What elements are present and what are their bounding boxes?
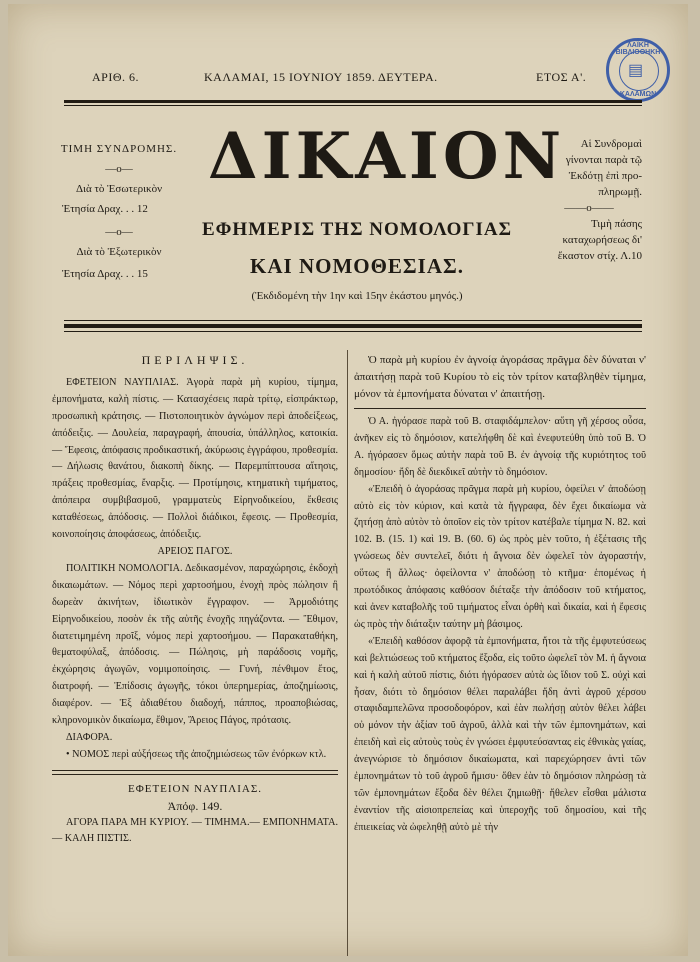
court-heading: ΕΦΕΤΕΙΟΝ ΝΑΥΠΛΙΑΣ.	[127, 782, 263, 795]
notice-line-7: ἔκαστον στίχ. Λ.10	[557, 250, 642, 262]
notice-line-6: καταχωρήσεως δι'	[562, 234, 642, 246]
book-icon: ▤	[628, 62, 644, 79]
foreign-label: Διὰ τὸ Ἐξωτερικὸν	[76, 246, 162, 258]
left-column	[52, 352, 338, 848]
domestic-price: Ἐτησία Δραχ. . . 12	[62, 203, 148, 215]
library-stamp	[606, 38, 670, 102]
separator: —o—	[105, 163, 133, 175]
decision-caption: ΑΓΟΡΑ ΠΑΡΑ ΜΗ ΚΥΡΙΟΥ. — ΤΙΜΗΜΑ.— ΕΜΠΟΝΗΜΑΤΑ.— ΚΑΛΗ ΠΙΣΤΙΣ.	[52, 816, 338, 845]
notice-line-4: πληρωμῇ.	[598, 186, 642, 198]
volume-year: ΕΤΟΣ Α'.	[536, 70, 587, 84]
header-rule-top	[64, 100, 642, 103]
masthead-subtitle-2: ΚΑΙ ΝΟΜΟΘΕΣΙΑΣ.	[250, 254, 464, 278]
place-date: ΚΑΛΑΜΑΙ, 15 ΙΟΥΝΙΟΥ 1859. ΔΕΥΤΕΡΑ.	[204, 70, 438, 84]
newspaper-page	[8, 4, 688, 956]
domestic-label: Διὰ τὸ Ἐσωτερικὸν	[75, 183, 163, 195]
stamp-text-top: ΛΑΪΚΗ ΒΙΒΛΙΟΘΗΚΗ	[615, 42, 661, 56]
right-column	[354, 352, 646, 837]
misc-heading: ΔΙΑΦΟΡΑ.	[66, 731, 113, 743]
notice-line-5: Τιμὴ πάσης	[590, 218, 642, 230]
separator: ——o——	[564, 202, 614, 214]
masthead-rule-thin-2	[64, 331, 642, 332]
subscription-title: ΤΙΜΗ ΣΥΝΔΡΟΜΗΣ.	[60, 143, 178, 155]
masthead-subtitle-1: ΕΦΗΜΕΡΙΣ ΤΗΣ ΝΟΜΟΛΟΓΙΑΣ	[201, 219, 512, 240]
publication-frequency: (Ἐκδιδομένη τὴν 1ην καὶ 15ην ἑκάστου μηνός.)	[251, 290, 463, 302]
foreign-price: Ἐτησία Δραχ. . . 15	[62, 268, 148, 280]
section-rule	[52, 770, 338, 775]
summary-civil-jurisprudence: ΠΟΛΙΤΙΚΗ ΝΟΜΟΛΟΓΙΑ. Δεδικασμένον, παραχώρησις, ἐκδοχὴ δικαιωμάτων. — Νόμος περὶ χαρτοσήμου, ἐνοχὴ πρὸς πώλησιν ἢ δωρεὰν ἀκινήτων, ἰδιωτικὸν ἔγγραφον. — Ἁρμοδιότης Εἰρηνοδικείου, ποσὸν ἐκ τῆς αὐτῆς ἐνοχῆς πηγάζοντα. — Ἔθιμον, διατετιμημένη προῖξ, νόμος περὶ χαρτοσήμου. — Παρακαταθήκη, θεματοφύλαξ, ἀπόδοσις. — Πώλησις, μὴ παράδοσις νομῆς, ἐκχώρησις ἀγωγῶν, νομιμοποίησις. — Γυνή, πένθιμον ἔτος, διατροφή. — Ἐπίδοσις ἀγωγῆς, τόκοι ὑπερημερίας, ἀποζημίωσις, διαφέρον. — Ἐξ ἀδιαθέτου διαδοχή, πάππος, προαποβιώσας, κληρονομικὸν δικαίωμα, ἔθιμον, Ἄρειος Πάγος, πρότασις.	[52, 562, 338, 727]
reasoning-paragraph-2: «Ἐπειδὴ καθόσον ἀφορᾷ τὰ ἐμπονήματα, ἤτοι τὰ τῆς ἐμφυτεύσεως καὶ βελτιώσεως τοῦ κτήματος ἔξοδα, εἰς τοῦτο ὠφελεῖ τὸν Μ. ἡ ἄγνοια καὶ ἡ καλὴ αὐτοῦ πίστις, διότι ἠγόρασεν αὐτὰ ὡς ἴδιον τοῦ Σ. οὐχὶ καὶ ἦσαν, διότι τὸ δημόσιον θέλει παραλάβει ἤδη ἀντὶ ἀγροῦ χέρσου σταφιδαμπελῶνα προσοδοφόρον, καὶ ἐὰν πωλήσῃ αὐτὸν θέλει λάβει οὐ μόνον τὴν ἀξίαν τοῦ ἀγροῦ, ἀλλὰ καὶ τὴν τῶν ἐμπονημάτων, καὶ ἐπειδὴ καὶ εἰς αὐτοὺς τοὺς ἐν γνώσει ἐμφυτεύσαντας εἰς ἐθνικὰς γαίας, ἀνεγνώρισε τὸ δημόσιον δικαίωματα, καὶ παρεχώρησεν ἀντὶ τῶν ἐμπονημάτων τὸ τοῦ ἀγροῦ ἥμισυ· ὅθεν ἐὰν τὸ δημόσιον πληρώσῃ τὰ τῶν ἐμπονημάτων ἔξοδα δὲν θέλει ζημιωθῇ· ἤθελεν εἶσθαι μάλιστα ἐναντίον τῆς αἰσιοπρεπείας καὶ ὑπεροχῆς τοῦ δημοσίου, καὶ τῆς ἐπιεικείας νὰ ὠφεληθῇ αὐτὸ μὲ τὴν	[354, 635, 646, 833]
masthead-rule-thin	[64, 320, 642, 321]
summary-misc: • ΝΟΜΟΣ περὶ αὐξήσεως τῆς ἀποζημιώσεως τῶν ἐνόρκων κτλ.	[66, 748, 327, 760]
masthead-rule-thick	[64, 324, 642, 328]
decision-headnote: Ὁ παρὰ μὴ κυρίου ἐν ἀγνοίᾳ ἀγοράσας πρᾶγμα δὲν δύναται ν' ἀπαιτήσῃ παρὰ τοῦ Κυρίου τὸ εἰς τὸν τρίτον καταβληθὲν τίμημα, μόνον τὰ ἐμπονήματα δύναται ν' ἀπαιτήσῃ.	[354, 354, 646, 400]
column-divider	[347, 350, 348, 956]
stamp-text-bottom: ΚΑΛΑΜΩΝ	[619, 91, 657, 98]
notice-line-1: Αἱ Συνδρομαὶ	[580, 138, 642, 150]
areios-pagos-heading: ΑΡΕΙΟΣ ΠΑΓΟΣ.	[157, 545, 233, 557]
summary-nafplio: ΕΦΕΤΕΙΟΝ ΝΑΥΠΛΙΑΣ. Ἀγορὰ παρὰ μὴ κυρίου, τίμημα, ἐμπονήματα, καλὴ πίστις. — Κατασχέσεις παρὰ τρίτῳ, εἰσπράκτωρ, προσωπικὴ κράτησις. — Πιστοποιητικὸν ἀγνώμον περὶ ἀποδείξεως, ἀπόδειξις. — Δουλεία, παραγραφή, ἀπουσία, ὑπάλληλος, κατοικία. — Ἔφεσις, ἀπόφασις προδικαστική, ἀκύρωσις ἐγγράφου, προθεσμία. — Δήλωσις θανάτου, διακοπὴ δίκης. — Παρεμπίπτουσα αἴτησις, πράξεις προθεσμίας, ἔναρξις. — Προτίμησις, κτηματικὴ τιμήματος, ἀπόπειρα συμβιβασμοῦ, γραμματεὺς Εἰρηνοδικείου, ἔκθεσις καταθέσεως, ἀπόδοσις. — Πολλοὶ διάδικοι, ἔφεσις. — Προθεσμία, κοινοποίησις ἀποφάσεως, ἀπόδειξις.	[52, 376, 338, 541]
header-rule-thin	[64, 105, 642, 106]
decision-number: Ἀπόφ. 149.	[167, 798, 223, 813]
notice-line-2: γίνονται παρὰ τῷ	[565, 154, 642, 166]
advert-notice	[536, 136, 642, 264]
masthead-title: ΔΙΚΑΙΟΝ	[208, 119, 566, 194]
headnote-rule	[354, 408, 646, 409]
reasoning-paragraph-1: «Ἐπειδὴ ὁ ἀγοράσας πρᾶγμα παρὰ μὴ κυρίου, ὀφείλει ν' ἀποδώσῃ αὐτὸ εἰς τὸν κύριον, καὶ κατὰ τὰ ἤγγραφα, δὲν ἔχει δικαίωμα νὰ ζητήσῃ ἀπὸ αὐτὸν τὸ ὁποῖον εἰς τὸν τρίτον κατέβαλε τίμημα Ν. 82. καὶ 102. Β. (15. 1) καὶ 19. Β. (60. 6) ὡς πρὸς μὲν τοῦτο, ἡ ἐξέτασις τῆς γνώσεως δὲν συντελεῖ, διότι ἡ ἄγνοια δὲν ὠφελεῖ τὸν ἀγοραστήν, οὕτως ἢ ἄλλως· ὀφείλοντα ν' ἀποδώσῃ τὸ κτῆμα· ἑπομένως ἡ πρωτόδικος ἀπόφασις καθόσον διέταξε τὴν ἀπόδοσιν τοῦ κτήματος, καὶ ἀνεν καταβολῆς τοῦ τιμήματος εἶναι ὀρθὴ καὶ δικαία, καὶ ἡ ἔφεσις ὡς πρὸς τὴν διάταξιν ταύτην μὴ βάσιμος.	[354, 483, 646, 630]
separator: —o—	[105, 226, 133, 238]
notice-line-3: Ἐκδότῃ ἐπὶ προ-	[568, 170, 642, 182]
issue-number: ΑΡΙΘ. 6.	[92, 70, 140, 84]
facts-paragraph: Ὁ Α. ἠγόρασε παρὰ τοῦ Β. σταφιδάμπελον· αὕτη γῆ χέρσος οὖσα, ἀνῆκεν εἰς τὸ δημόσιον, κατελήφθη δὲ καὶ ἐνεφυτεύθη ὑπὸ τοῦ Β. Ὁ Α. ἠγόρασεν ὅμως αὐτὴν παρὰ τοῦ Β. ἐν ἀγνοίᾳ τῆς κυριότητος τοῦ δημοσίου· ἤδη δὲ διεκδικεῖ αὐτὴν τὸ δημόσιον.	[354, 416, 646, 478]
summary-heading: ΠΕΡΙΛΗΨΙΣ.	[141, 353, 249, 367]
